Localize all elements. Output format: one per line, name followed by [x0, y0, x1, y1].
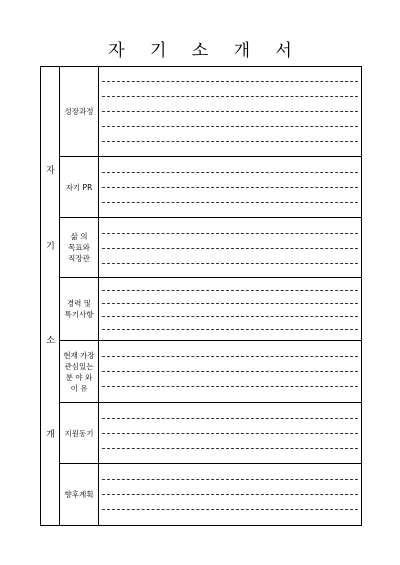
answer-line [102, 81, 358, 82]
answer-line [102, 371, 358, 372]
answer-line [102, 202, 358, 203]
section-label-text: 성장과정 [64, 107, 94, 116]
answer-line [102, 316, 358, 317]
section-label [60, 157, 99, 217]
section-label [60, 218, 99, 277]
answer-line [102, 263, 358, 264]
answer-area[interactable] [99, 403, 361, 463]
section-growth [60, 67, 361, 157]
section-label-text: 경력 및 특기사항 [64, 299, 94, 319]
answer-area[interactable] [99, 157, 361, 217]
section-life-goals [60, 218, 361, 278]
section-label-text: 지원동기 [64, 428, 94, 438]
section-future-plans [60, 464, 361, 525]
answer-line [102, 233, 358, 234]
section-motivation [60, 403, 361, 464]
self-introduction-form [40, 66, 362, 526]
section-label [60, 464, 99, 525]
answer-area[interactable] [99, 67, 361, 156]
answer-line [102, 479, 358, 480]
answer-line [102, 111, 358, 112]
answer-line [102, 172, 358, 173]
section-label [60, 341, 99, 402]
answer-line [102, 386, 358, 387]
answer-line [102, 187, 358, 188]
answer-line [102, 96, 358, 97]
answer-line [102, 418, 358, 419]
answer-line [102, 356, 358, 357]
answer-area[interactable] [99, 218, 361, 277]
answer-line [102, 448, 358, 449]
section-label [60, 278, 99, 340]
answer-area[interactable] [99, 341, 361, 402]
answer-line [102, 141, 358, 142]
section-label-text: 현재 가장 관심있는 분 야 와 이 유 [63, 350, 95, 393]
section-self-pr [60, 157, 361, 218]
side-char-3: 소 [46, 336, 55, 346]
side-title-column [41, 67, 60, 525]
section-label-text: 향후계획 [64, 490, 94, 499]
section-label-text: 삶 의 목표와 직장관 [68, 232, 90, 263]
answer-line [102, 494, 358, 495]
answer-line [102, 248, 358, 249]
answer-line [102, 329, 358, 330]
answer-line [102, 433, 358, 434]
side-char-1: 자 [46, 166, 55, 176]
section-interests [60, 341, 361, 403]
answer-area[interactable] [99, 464, 361, 525]
answer-line [102, 290, 358, 291]
answer-area[interactable] [99, 278, 361, 340]
document-title: 자 기 소 개 서 [108, 41, 302, 61]
side-char-2: 기 [46, 242, 55, 252]
answer-line [102, 303, 358, 304]
section-career-skills [60, 278, 361, 341]
answer-line [102, 126, 358, 127]
form-rows [60, 67, 361, 525]
side-char-4: 개 [46, 430, 55, 440]
section-label-text: 자기 PR [65, 182, 93, 192]
answer-line [102, 509, 358, 510]
section-label [60, 67, 99, 156]
section-label [60, 403, 99, 463]
